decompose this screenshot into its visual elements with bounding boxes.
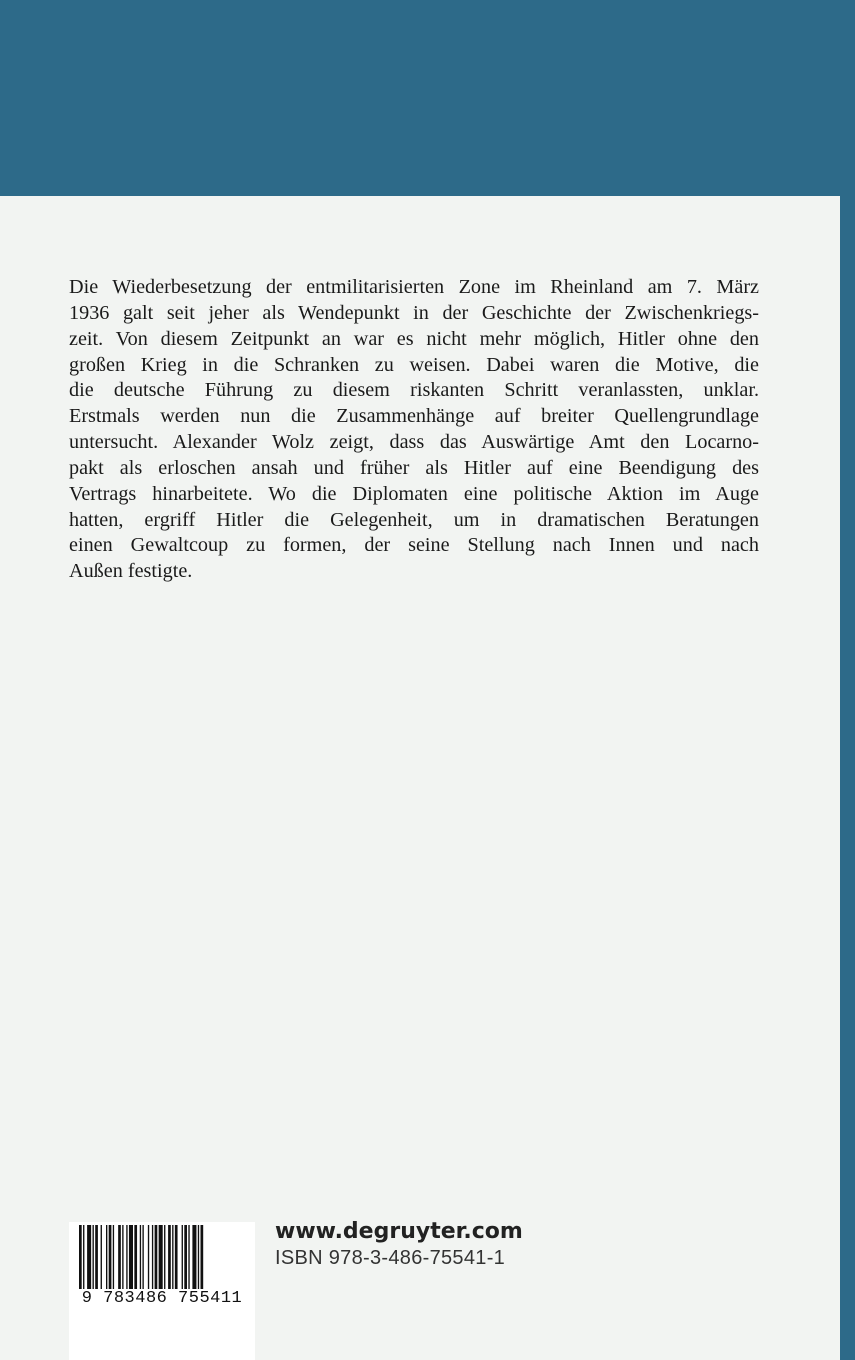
publisher-website: www.degruyter.com xyxy=(275,1219,523,1244)
blurb-line: Erstmals werden nun die Zusammenhänge auf breiter Quellengrundlage xyxy=(69,405,759,428)
barcode-digits: 9 783486 755411 xyxy=(81,1289,243,1308)
barcode-bars xyxy=(77,1225,247,1289)
blurb-text xyxy=(69,275,759,585)
blurb-line: hatten, ergriff Hitler die Gelegenheit, um in dramatischen Beratungen xyxy=(69,508,759,531)
blurb-line: zeit. Von diesem Zeitpunkt an war es nicht mehr möglich, Hitler ohne den xyxy=(69,327,759,350)
blurb-line: untersucht. Alexander Wolz zeigt, dass das Auswärtige Amt den Locarno- xyxy=(69,431,759,454)
blurb-line: Außen festigte. xyxy=(69,560,193,583)
barcode xyxy=(69,1222,255,1360)
blurb-line: einen Gewaltcoup zu formen, der seine Stellung nach Innen und nach xyxy=(69,534,759,557)
blurb-line: Die Wiederbesetzung der entmilitarisierten Zone im Rheinland am 7. März xyxy=(69,276,759,298)
blurb-line: pakt als erloschen ansah und früher als Hitler auf eine Beendigung des xyxy=(69,456,759,479)
blurb-line: Vertrags hinarbeitete. Wo die Diplomaten eine politische Aktion im Auge xyxy=(69,482,759,505)
cover-top-band xyxy=(0,0,855,196)
blurb-line: großen Krieg in die Schranken zu weisen. Dabei waren die Motive, die xyxy=(69,353,759,376)
blurb-line: 1936 galt seit jeher als Wendepunkt in der Geschichte der Zwischenkriegs- xyxy=(69,301,759,324)
isbn-number: ISBN 978-3-486-75541-1 xyxy=(275,1247,506,1269)
blurb-line: die deutsche Führung zu diesem riskanten Schritt veranlassten, unklar. xyxy=(69,379,759,402)
